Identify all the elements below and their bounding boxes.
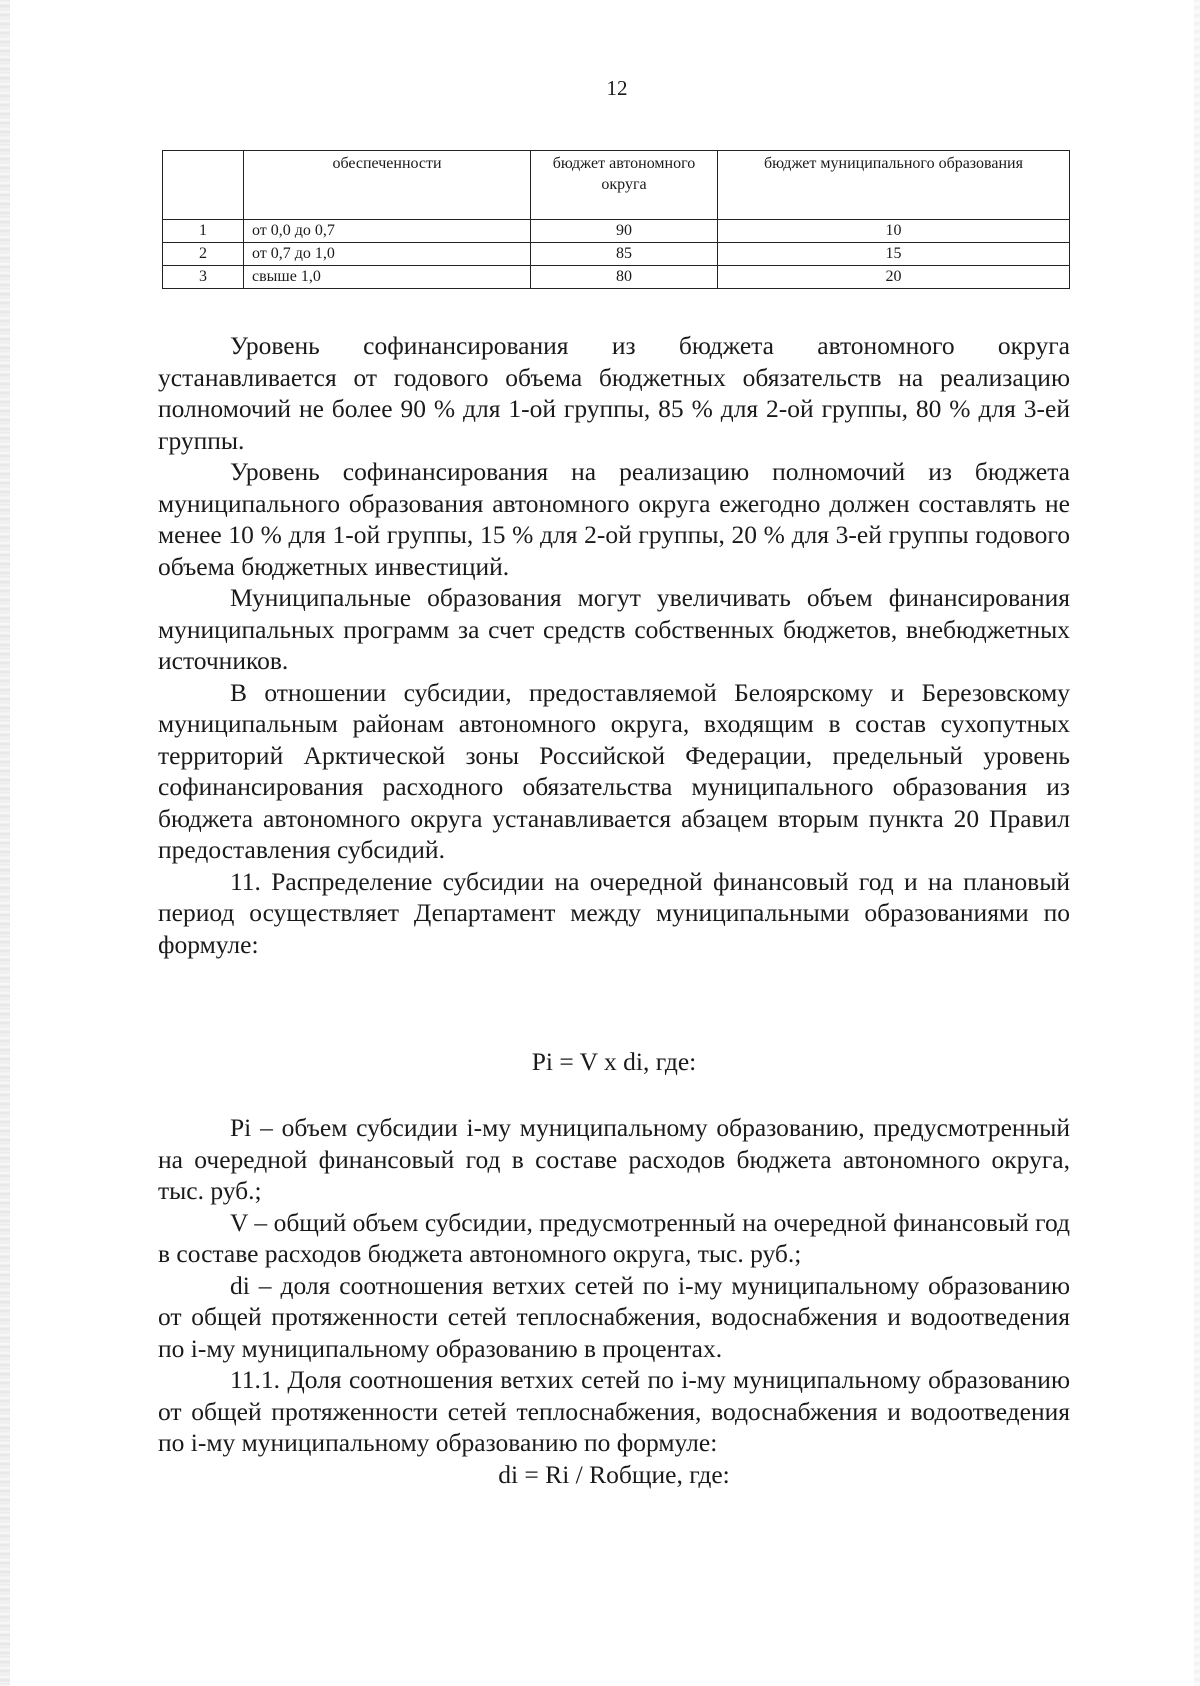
formula-di: di = Ri / Rобщие, где: [498, 1459, 730, 1489]
paragraph-section-11: 11. Распределение субсидии на очередной финансовый год и на плановый период осуществляет Департамент между муниципальными образованиями по формуле: [158, 866, 1070, 959]
body-text-upper [158, 330, 1070, 960]
row-municipal-share: 20 [718, 266, 1070, 289]
paragraph-municipal-cofinancing-level: Уровень софинансирования на реализацию полномочий из бюджета муниципального образования автономного округа ежегодно должен составлять не менее 10 % для 1-ой группы, 15 % для 2-ой группы, 20 % для 3-ей группы годового объема бюджетных инвестиций. [158, 457, 1070, 581]
header-cell-provision: обеспеченности [244, 151, 531, 220]
cofinancing-table [162, 150, 1070, 289]
row-range: от 0,0 до 0,7 [244, 220, 531, 243]
row-municipal-share: 10 [718, 220, 1070, 243]
table-row [163, 220, 1070, 243]
body-text-lower [158, 1112, 1070, 1490]
header-cell-num [163, 151, 244, 220]
scan-edge-right [1194, 0, 1200, 1686]
row-okrug-share: 80 [531, 266, 718, 289]
header-cell-okrug-budget: бюджет автономного округа [531, 151, 718, 220]
page-number: 12 [606, 76, 628, 100]
paragraph-municipal-increase: Муниципальные образования могут увеличивать объем финансирования муниципальных программ за счет средств собственных бюджетов, внебюджетных источников. [158, 583, 1070, 675]
paragraph-def-v: V – общий объем субсидии, предусмотренный на очередной финансовый год в составе расходов бюджета автономного округа, тыс. руб.; [158, 1207, 1070, 1268]
paragraph-okrug-cofinancing-level: Уровень софинансирования из бюджета автономного округа устанавливается от годового объема бюджетных обязательств на реализацию полномочий не более 90 % для 1-ой группы, 85 % для 2-ой группы, 80 % для 3-ей группы. [158, 331, 1070, 455]
row-municipal-share: 15 [718, 243, 1070, 266]
paragraph-arctic-zone: В отношении субсидии, предоставляемой Белоярскому и Березовскому муниципальным районам автономного округа, входящим в состав сухопутных территорий Арктической зоны Российской Федерации, предельный уровень софинансирования расходного обязательства муниципального образования из бюджета автономного округа устанавливается абзацем вторым пункта 20 Правил предоставления субсидий. [158, 677, 1070, 864]
formula-pi: Pi = V x di, где: [531, 1047, 697, 1076]
row-number: 2 [163, 243, 244, 266]
table-header-row [163, 151, 1070, 220]
paragraph-def-pi: Pi – объем субсидии i-му муниципальному образованию, предусмотренный на очередной финансовый год в составе расходов бюджета автономного округа, тыс. руб.; [158, 1113, 1070, 1205]
row-okrug-share: 85 [531, 243, 718, 266]
row-okrug-share: 90 [531, 220, 718, 243]
header-cell-municipal-budget: бюджет муниципального образования [718, 151, 1070, 220]
row-number: 1 [163, 220, 244, 243]
paragraph-def-di: di – доля соотношения ветхих сетей по i-му муниципальному образованию от общей протяженности сетей теплоснабжения, водоснабжения и водоотведения по i-му муниципальному образованию в процентах. [158, 1270, 1070, 1363]
paragraph-section-11-1: 11.1. Доля соотношения ветхих сетей по i-му муниципальному образованию от общей протяженности сетей теплоснабжения, водоснабжения и водоотведения по i-му муниципальному образованию по формуле: [158, 1365, 1070, 1457]
table-row [163, 266, 1070, 289]
row-number: 3 [163, 266, 244, 289]
row-range: от 0,7 до 1,0 [244, 243, 531, 266]
row-range: свыше 1,0 [244, 266, 531, 289]
scan-edge-left [0, 0, 10, 1686]
table-row [163, 243, 1070, 266]
